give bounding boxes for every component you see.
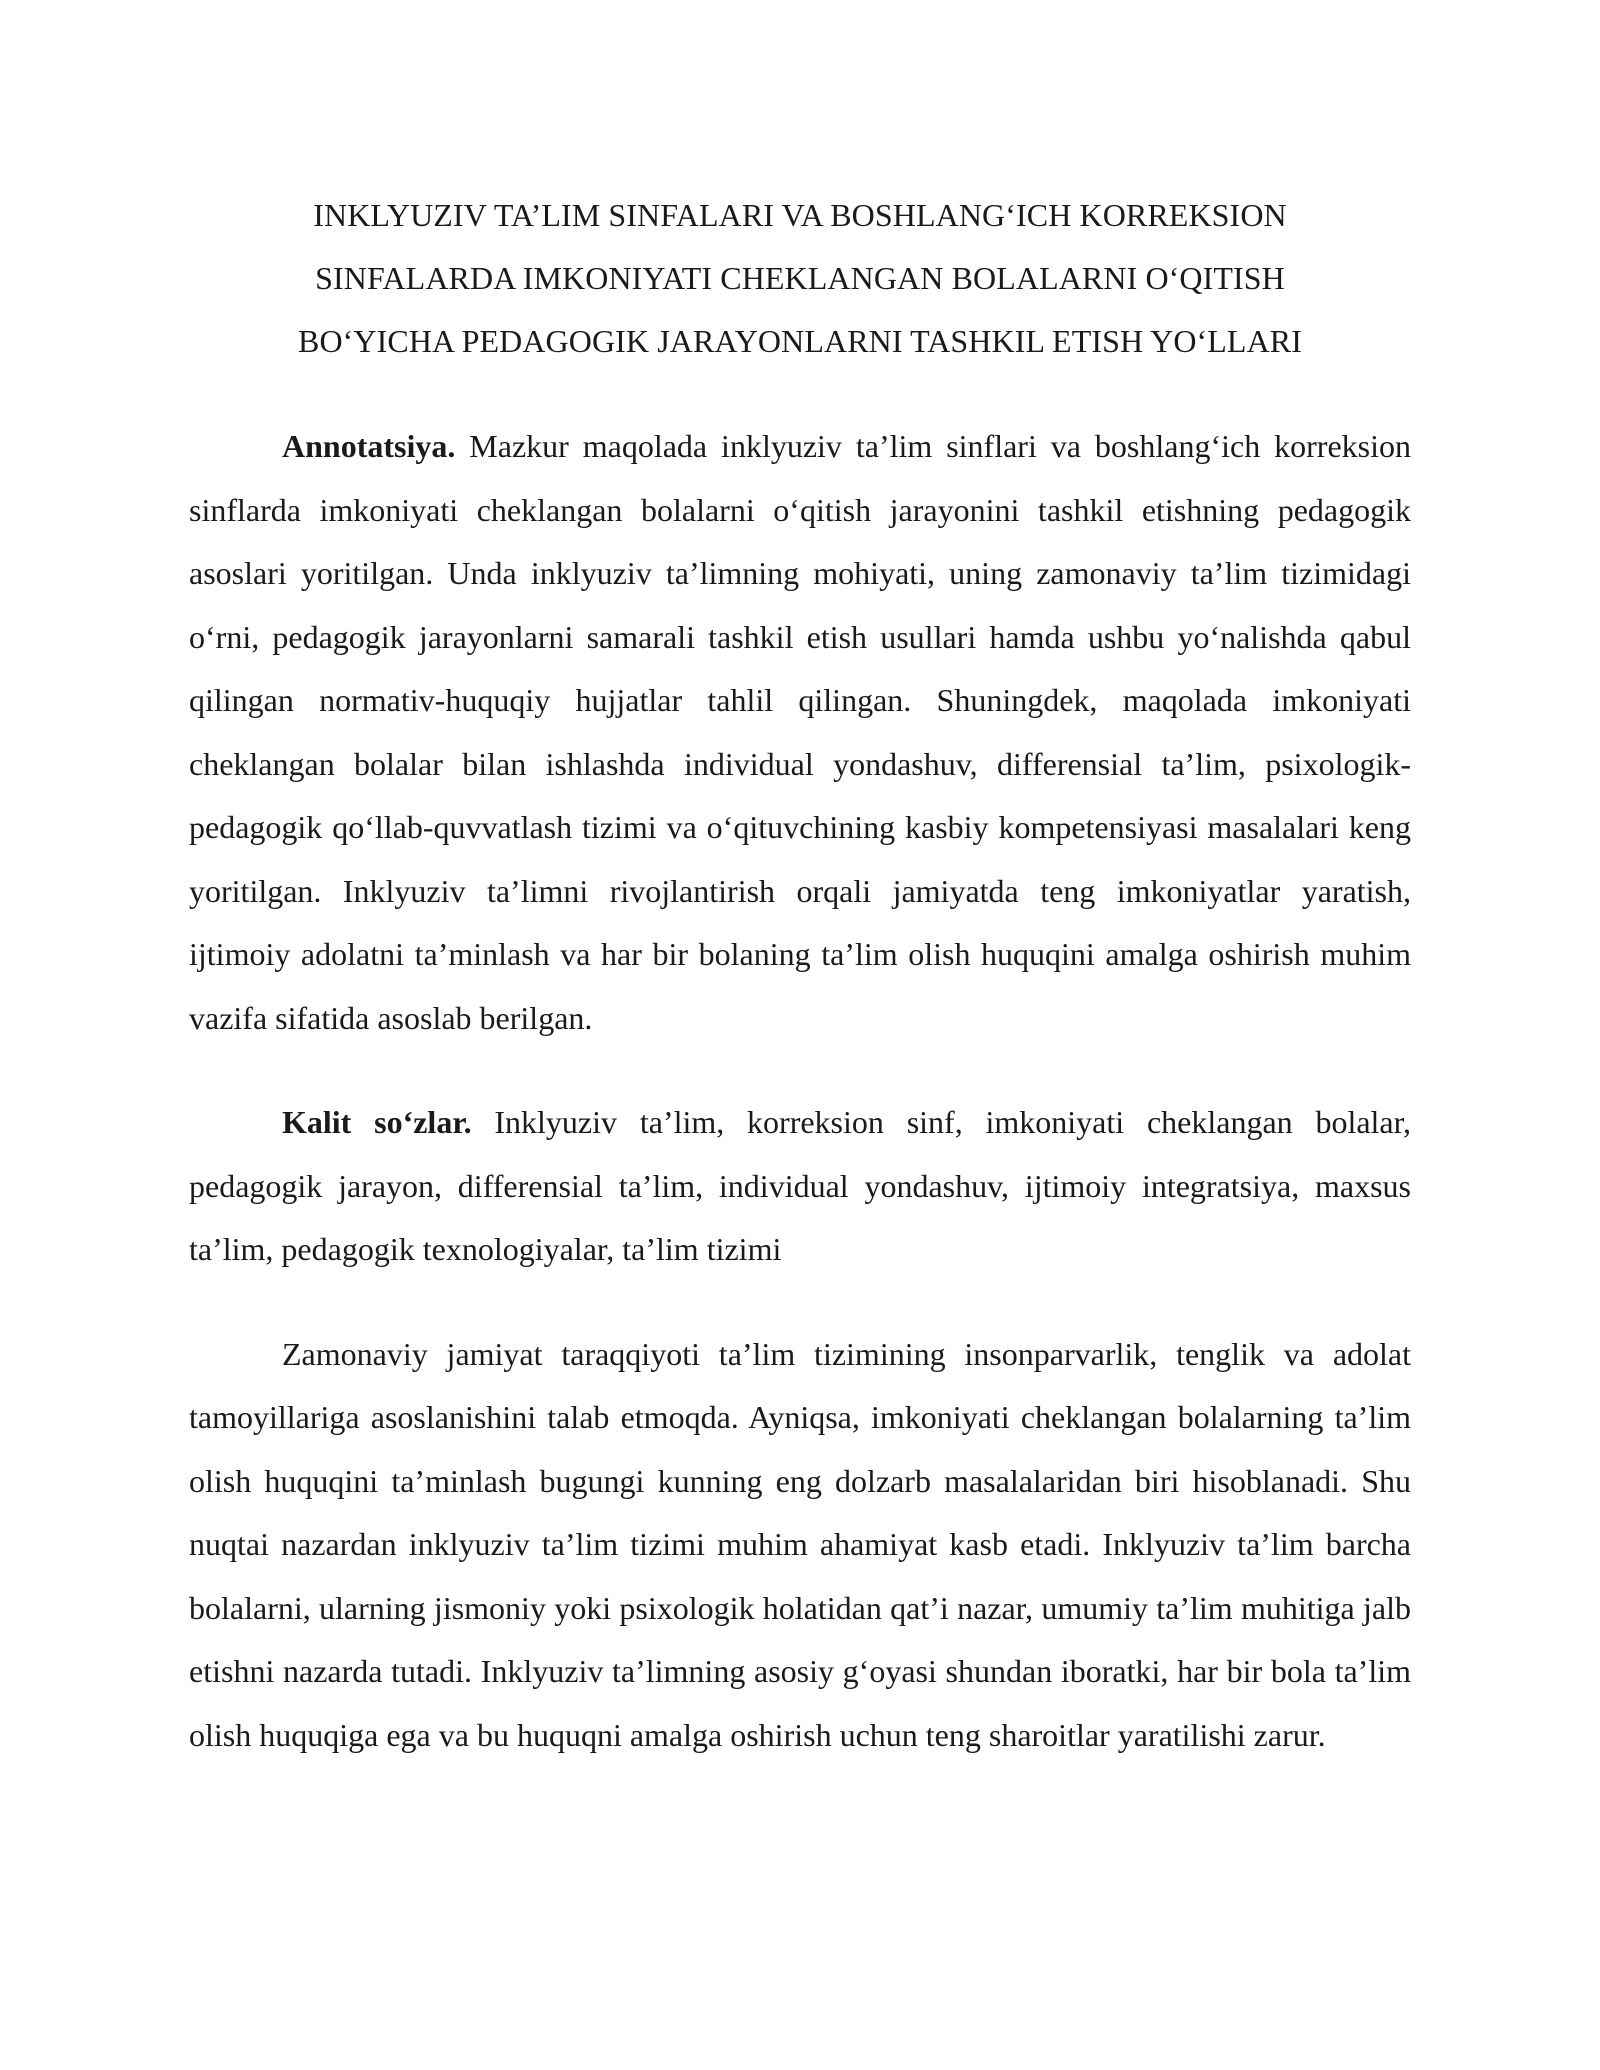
- keywords-label: Kalit so‘zlar.: [282, 1104, 472, 1140]
- document-page: [189, 184, 1411, 1767]
- title-line-1: INKLYUZIV TA’LIM SINFALARI VA BOSHLANG‘ICH KORREKSION: [313, 197, 1287, 233]
- annotation-text: Mazkur maqolada inklyuziv ta’lim sinflari va boshlang‘ich korreksion sinflarda imkoniyati cheklangan bolalarni o‘qitish jarayonini tashkil etishning pedagogik asoslari yoritilgan. Unda inklyuziv ta’limning mohiyati, uning zamonaviy ta’lim tizimidagi o‘rni, pedagogik jarayonlarni samarali tashkil etish usullari hamda ushbu yo‘nalishda qabul qilingan normativ-huquqiy hujjatlar tahlil qilingan. Shuningdek, maqolada imkoniyati cheklangan bolalar bilan ishlashda individual yondashuv, differensial ta’lim, psixologik-pedagogik qo‘llab-quvvatlash tizimi va o‘qituvchining kasbiy kompetensiyasi masalalari keng yoritilgan. Inklyuziv ta’limni rivojlantirish orqali jamiyatda teng imkoniyatlar yaratish, ijtimoiy adolatni ta’minlash va har bir bolaning ta’lim olish huquqini amalga oshirish muhim vazifa sifatida asoslab berilgan.: [189, 428, 1411, 1036]
- title-line-2: SINFALARDA IMKONIYATI CHEKLANGAN BOLALARNI O‘QITISH: [315, 260, 1285, 296]
- article-title: [189, 184, 1411, 373]
- keywords-paragraph: [189, 1091, 1411, 1282]
- keywords-text: Inklyuziv ta’lim, korreksion sinf, imkoniyati cheklangan bolalar, pedagogik jarayon, differensial ta’lim, individual yondashuv, ijtimoiy integratsiya, maxsus ta’lim, pedagogik texnologiyalar, ta’lim tizimi: [189, 1104, 1412, 1267]
- annotation-label: Annotatsiya.: [282, 428, 456, 464]
- title-line-3: BO‘YICHA PEDAGOGIK JARAYONLARNI TASHKIL ETISH YO‘LLARI: [298, 323, 1302, 359]
- intro-paragraph: Zamonaviy jamiyat taraqqiyoti ta’lim tizimining insonparvarlik, tenglik va adolat tamoyillariga asoslanishini talab etmoqda. Ayniqsa, imkoniyati cheklangan bolalarning ta’lim olish huquqini ta’minlash bugungi kunning eng dolzarb masalalaridan biri hisoblanadi. Shu nuqtai nazardan inklyuziv ta’lim tizimi muhim ahamiyat kasb etadi. Inklyuziv ta’lim barcha bolalarni, ularning jismoniy yoki psixologik holatidan qat’i nazar, umumiy ta’lim muhitiga jalb etishni nazarda tutadi. Inklyuziv ta’limning asosiy g‘oyasi shundan iboratki, har bir bola ta’lim olish huquqiga ega va bu huquqni amalga oshirish uchun teng sharoitlar yaratilishi zarur.: [189, 1335, 1411, 1753]
- annotation-paragraph: [189, 415, 1411, 1050]
